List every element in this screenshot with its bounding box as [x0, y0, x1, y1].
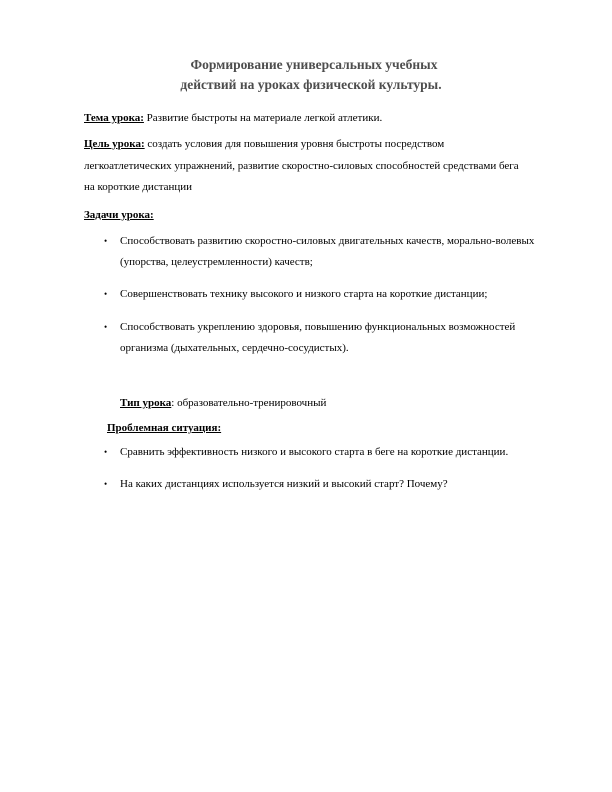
lesson-type-line: [120, 396, 326, 410]
task-item-2-line1: Совершенствовать технику высокого и низкого старта на короткие дистанции;: [120, 288, 488, 300]
bullet-icon: •: [104, 322, 108, 332]
goal-label: Цель урока:: [84, 138, 145, 150]
document-title-line1: Формирование универсальных учебных: [190, 57, 438, 72]
lesson-type-text: : образовательно-тренировочный: [171, 397, 327, 409]
goal-line-1: [84, 137, 444, 151]
bullet-icon: •: [104, 236, 108, 246]
problem-item-1: Сравнить эффективность низкого и высокого старта в беге на короткие дистанции.: [120, 446, 509, 458]
task-item-3-line2: организма (дыхательных, сердечно-сосудистых).: [120, 342, 349, 354]
problem-heading: [107, 421, 221, 435]
topic-text: Развитие быстроты на материале легкой атлетики.: [143, 112, 383, 124]
goal-text-1: создать условия для повышения уровня быстроты посредством: [144, 138, 445, 150]
goal-line-3: на короткие дистанции: [84, 181, 193, 193]
bullet-icon: •: [104, 447, 108, 457]
task-item-3-line1: Способствовать укреплению здоровья, повышению функциональных возможностей: [120, 321, 516, 333]
problem-label: Проблемная ситуация:: [107, 422, 222, 434]
lesson-type-label: Тип урока: [120, 397, 172, 409]
tasks-heading: [84, 208, 154, 222]
topic-label: Тема урока:: [84, 112, 144, 124]
task-item-1-line1: Способствовать развитию скоростно-силовых двигательных качеств, морально-волевых: [120, 235, 535, 247]
task-item-1-line2: (упорства, целеустремленности) качеств;: [120, 256, 313, 268]
goal-line-2: легкоатлетических упражнений, развитие скоростно-силовых способностей средствами бега: [84, 160, 519, 172]
topic-line: [84, 111, 382, 125]
bullet-icon: •: [104, 479, 108, 489]
problem-item-2: На каких дистанциях используется низкий и высокий старт? Почему?: [120, 478, 448, 490]
document-title-line2: действий на уроках физической культуры.: [180, 77, 442, 92]
bullet-icon: •: [104, 289, 108, 299]
tasks-label: Задачи урока:: [84, 209, 154, 221]
